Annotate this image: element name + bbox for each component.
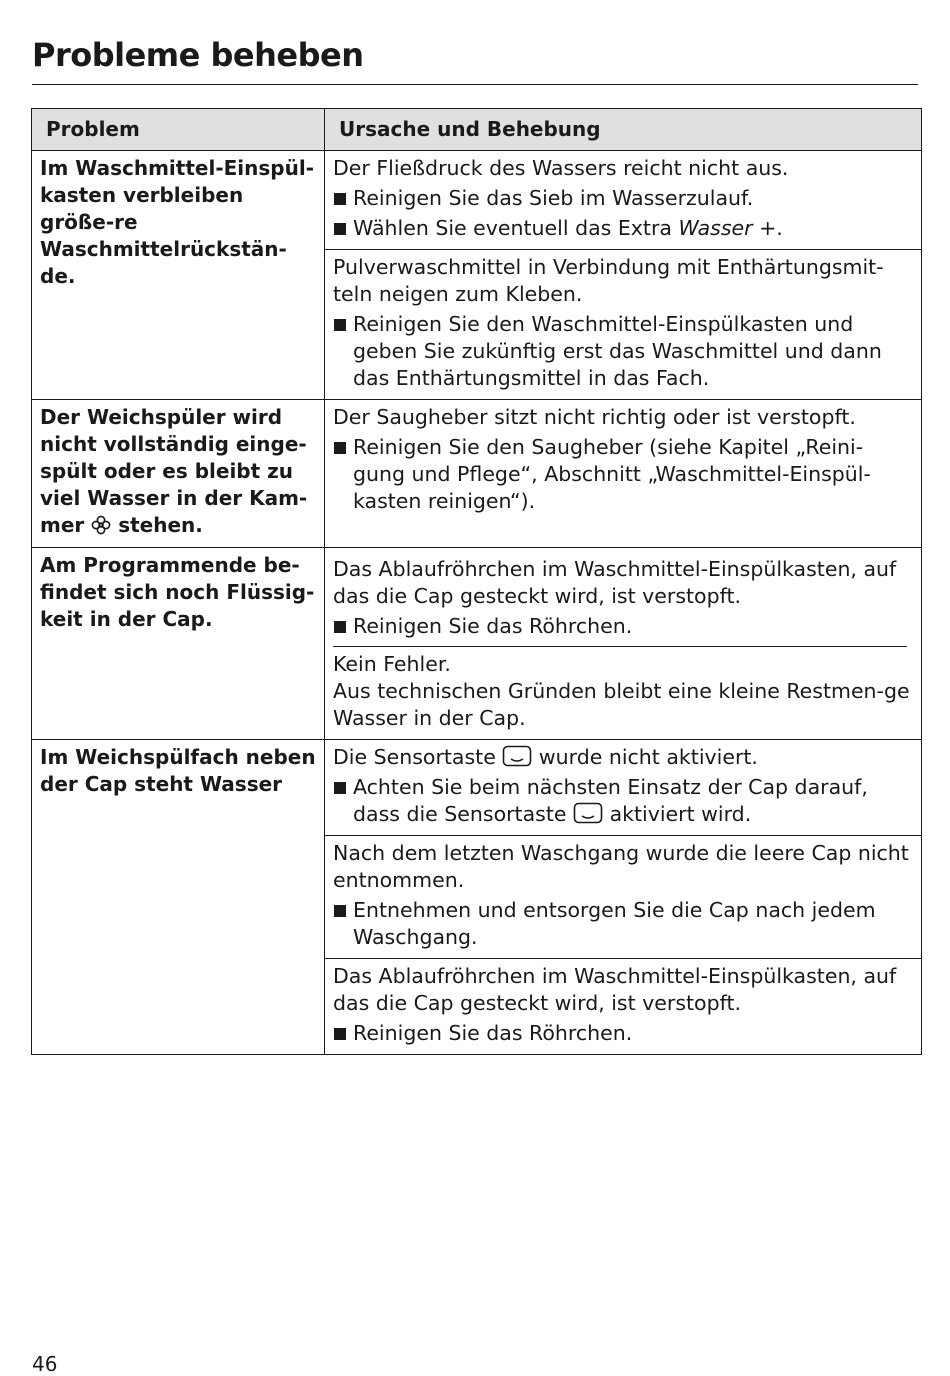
cause-text: Der Saugheber sitzt nicht richtig oder ist verstopft. — [333, 405, 856, 429]
remedy-text: Reinigen Sie den Waschmittel-Einspülkasten und geben Sie zukünftig erst das Waschmittel und dann das Enthärtungsmittel in das Fach. — [353, 312, 882, 390]
problem-cell: Im Weichspülfach neben der Cap steht Wasser — [32, 740, 325, 1055]
bullet-square-icon — [334, 193, 346, 205]
remedy-text: Entnehmen und entsorgen Sie die Cap nach jedem Waschgang. — [353, 898, 876, 949]
bullet-square-icon — [334, 905, 346, 917]
remedy-item — [333, 311, 911, 392]
remedy-text: Reinigen Sie das Röhrchen. — [353, 1021, 633, 1045]
cause-text — [333, 744, 911, 771]
cause-text: Das Ablaufröhrchen im Waschmittel-Einspülkasten, auf das die Cap gesteckt wird, ist verstopft. — [333, 964, 897, 1015]
table-row — [32, 151, 922, 250]
remedy-item — [333, 185, 911, 212]
table-row — [32, 740, 922, 836]
problem-cell: Am Programmende be-findet sich noch Flüssig-keit in der Cap. — [32, 548, 325, 740]
cause-text-start: Die Sensortaste — [333, 745, 496, 769]
cause-text: Nach dem letzten Waschgang wurde die leere Cap nicht entnommen. — [333, 841, 909, 892]
page-title: Probleme beheben — [32, 36, 364, 74]
table-header-row — [32, 109, 922, 151]
remedy-item — [333, 613, 911, 640]
bullet-square-icon — [334, 319, 346, 331]
table-row — [32, 548, 922, 647]
remedy-item — [333, 774, 911, 828]
problem-cell — [32, 400, 325, 548]
cause-cell — [325, 400, 922, 548]
remedy-text: Reinigen Sie das Röhrchen. — [353, 614, 633, 638]
problem-cell: Im Waschmittel-Einspül-kasten verbleiben größe-re Waschmittelrückstän-de. — [32, 151, 325, 400]
problem-text: Der Weichspüler wird nicht vollständig einge-spült oder es bleibt zu viel Wasser in der Kam-mer — [40, 405, 308, 537]
cause-cell — [325, 836, 922, 959]
remedy-text: Reinigen Sie den Saugheber (siehe Kapitel „Reini-gung und Pflege“, Abschnitt „Waschmittel-Einspül-kasten reinigen“). — [353, 435, 871, 513]
cause-cell — [325, 740, 922, 836]
remedy-text: Reinigen Sie das Sieb im Wasserzulauf. — [353, 186, 754, 210]
cause-cell — [325, 646, 922, 740]
cause-text: Der Fließdruck des Wassers reicht nicht aus. — [333, 156, 789, 180]
cause-text-end: wurde nicht aktiviert. — [538, 745, 758, 769]
cause-cell — [325, 151, 922, 250]
remedy-item — [333, 897, 911, 951]
cap-sensor-key-icon — [502, 745, 532, 767]
remedy-item — [333, 215, 911, 242]
bullet-square-icon — [334, 621, 346, 633]
bullet-square-icon — [334, 442, 346, 454]
remedy-text: Achten Sie beim nächsten Einsatz der Cap darauf, dass die Sensortaste — [353, 775, 868, 826]
remedy-text: Wählen Sie eventuell das Extra — [353, 216, 679, 240]
page-number: 46 — [32, 1352, 58, 1376]
cause-text: Pulverwaschmittel in Verbindung mit Enthärtungsmit-teln neigen zum Kleben. — [333, 255, 884, 306]
remedy-text-end: . — [776, 216, 783, 240]
cause-cell — [325, 959, 922, 1055]
remedy-item — [333, 434, 911, 515]
fabric-softener-flower-icon — [91, 515, 111, 535]
bullet-square-icon — [334, 782, 346, 794]
cause-text: Das Ablaufröhrchen im Waschmittel-Einspülkasten, auf das die Cap gesteckt wird, ist verstopft. — [333, 557, 897, 608]
problem-text-end: stehen. — [118, 513, 203, 537]
column-header-cause: Ursache und Behebung — [325, 109, 922, 151]
bullet-square-icon — [334, 223, 346, 235]
table-row — [32, 400, 922, 548]
cause-text: Kein Fehler. — [333, 652, 451, 676]
troubleshooting-table — [31, 108, 922, 1055]
extra-option-name: Wasser + — [678, 216, 777, 240]
cap-sensor-key-icon — [573, 802, 603, 824]
title-divider — [32, 84, 918, 85]
cause-text: Aus technischen Gründen bleibt eine kleine Restmen-ge Wasser in der Cap. — [333, 679, 910, 730]
remedy-text-end: aktiviert wird. — [609, 802, 752, 826]
remedy-item — [333, 1020, 911, 1047]
cause-cell — [325, 548, 922, 647]
cause-cell — [325, 250, 922, 400]
bullet-square-icon — [334, 1028, 346, 1040]
column-header-problem: Problem — [32, 109, 325, 151]
